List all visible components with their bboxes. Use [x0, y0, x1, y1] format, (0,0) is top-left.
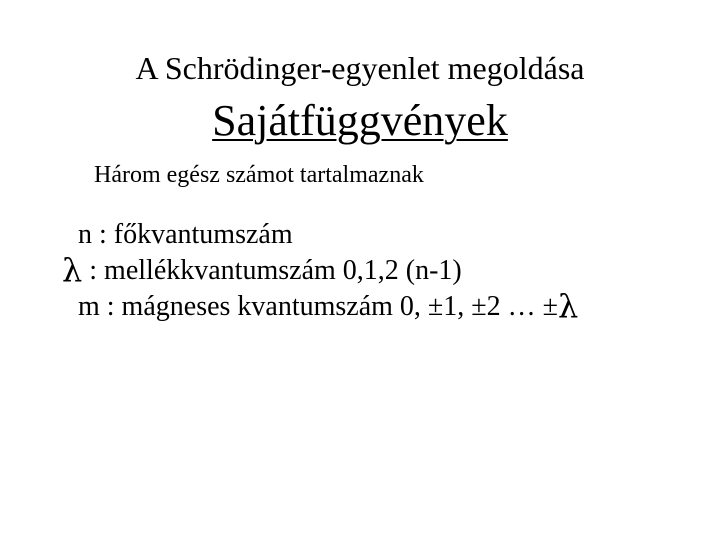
symbol-lambda-trailing: λ: [558, 287, 579, 325]
quantum-number-m: [78, 289, 578, 324]
subtitle-text: Sajátfüggvények: [212, 96, 508, 145]
intro-text: Három egész számot tartalmaznak: [94, 162, 424, 188]
description-n: : főkvantumszám: [92, 219, 293, 250]
quantum-number-n: [78, 218, 293, 252]
symbol-n: n: [78, 219, 92, 250]
description-m: : mágneses kvantumszám 0, ±1, ±2 … ±: [99, 291, 559, 322]
slide-title: A Schrödinger-egyenlet megoldása: [135, 50, 585, 86]
quantum-number-lambda: [62, 253, 462, 288]
symbol-m: m: [78, 291, 100, 322]
description-lambda: : mellékkvantumszám 0,1,2 (n-1): [82, 255, 462, 286]
symbol-lambda: λ: [62, 251, 83, 289]
slide-subtitle: [0, 95, 720, 147]
